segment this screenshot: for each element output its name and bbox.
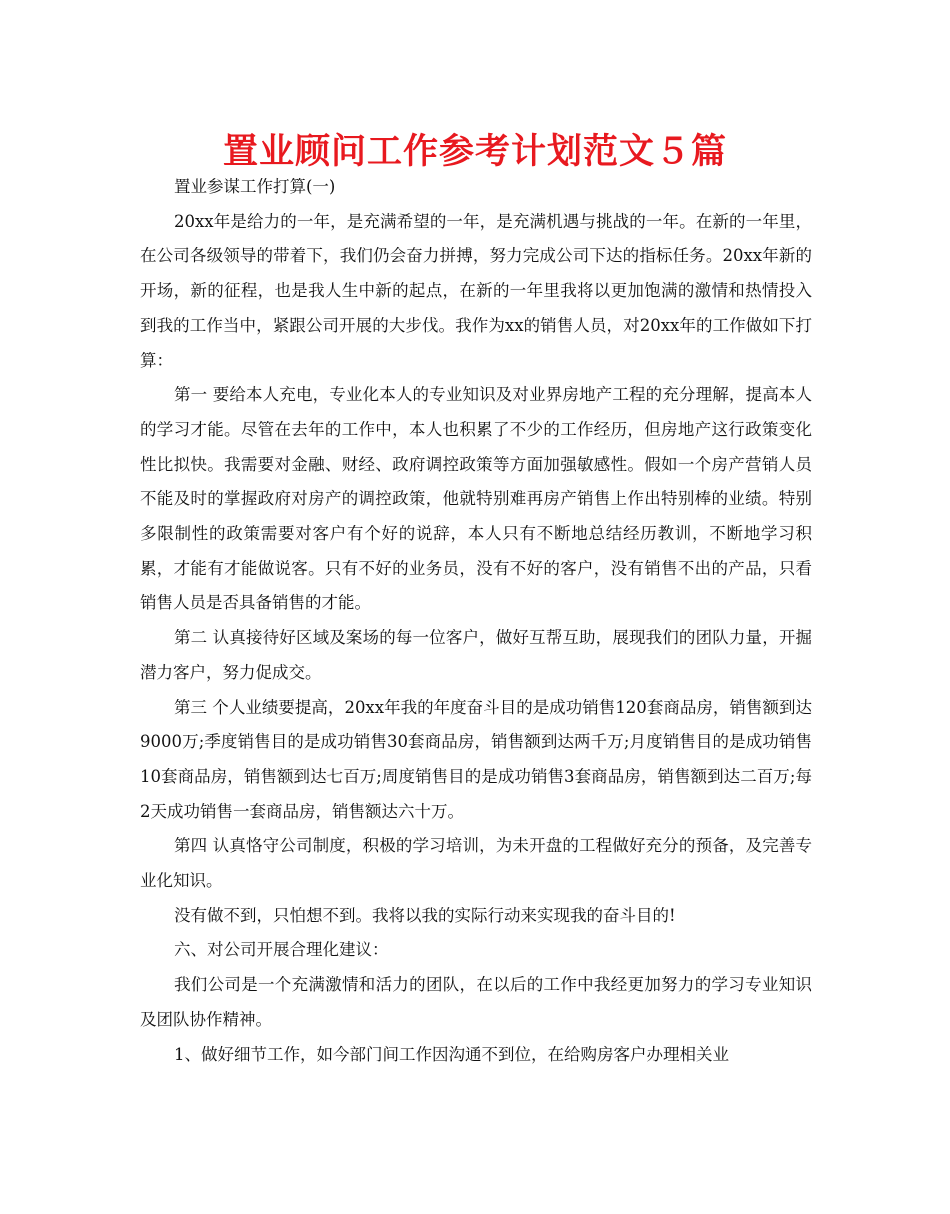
- body-paragraph: 1、做好细节工作，如今部门间工作因沟通不到位，在给购房客户办理相关业: [174, 1044, 729, 1064]
- body-paragraph: 第一 要给本人充电，专业化本人的专业知识及对业界房地产工程的充分理解，提高本人的学习才能。尽管在去年的工作中，本人也积累了不少的工作经历，但房地产这行政策变化性比拟快。我需要对金融、财经、政府调控政策等方面加强敏感性。假如一个房产营销人员不能及时的掌握政府对房产的调控政策，他就特别难再房产销售上作出特别棒的业绩。特别多限制性的政策需要对客户有个好的说辞，本人只有不断地总结经历教训，不断地学习积累，才能有才能做说客。只有不好的业务员，没有不好的客户，没有销售不出的产品，只看销售人员是否具备销售的才能。: [140, 385, 812, 613]
- section-heading: 六、对公司开展合理化建议：: [174, 940, 389, 960]
- document-body: [140, 170, 812, 1072]
- section-heading: 置业参谋工作打算(一): [174, 177, 336, 196]
- document-title: 置业顾问工作参考计划范文５篇: [222, 132, 727, 172]
- body-paragraph: 第二 认真接待好区域及案场的每一位客户，做好互帮互助，展现我们的团队力量，开掘潜力客户，努力促成交。: [140, 628, 812, 682]
- body-paragraph: 我们公司是一个充满激情和活力的团队，在以后的工作中我经更加努力的学习专业知识及团队协作精神。: [140, 975, 812, 1029]
- body-paragraph: 没有做不到，只怕想不到。我将以我的实际行动来实现我的奋斗目的!: [174, 905, 676, 925]
- body-paragraph: 第四 认真恪守公司制度，积极的学习培训，为未开盘的工程做好充分的预备，及完善专业化知识。: [140, 836, 812, 891]
- body-paragraph: 第三 个人业绩要提高，20xx年我的年度奋斗目的是成功销售120套商品房，销售额到达9000万;季度销售目的是成功销售30套商品房，销售额到达两千万;月度销售目的是成功销售10套商品房，销售额到达七百万;周度销售目的是成功销售3套商品房，销售额到达二百万;每2天成功销售一套商品房，销售额达六十万。: [140, 697, 812, 821]
- body-paragraph: 20xx年是给力的一年，是充满希望的一年，是充满机遇与挑战的一年。在新的一年里，在公司各级领导的带着下，我们仍会奋力拼搏，努力完成公司下达的指标任务。20xx年新的开场，新的征程，也是我人生中新的起点，在新的一年里我将以更加饱满的激情和热情投入到我的工作当中，紧跟公司开展的大步伐。我作为xx的销售人员，对20xx年的工作做如下打算：: [140, 211, 812, 370]
